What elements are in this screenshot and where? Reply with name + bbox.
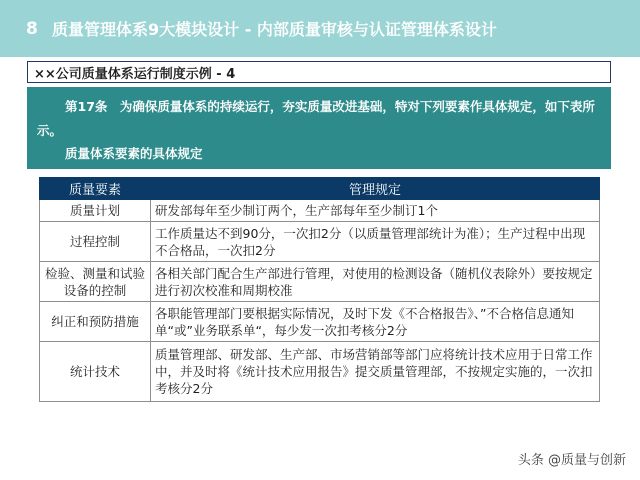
table-row bbox=[40, 342, 600, 402]
intro-subheading: 质量体系要素的具体规定 bbox=[65, 146, 203, 161]
footer-credit: 头条 @质量与创新 bbox=[517, 453, 626, 468]
table-row bbox=[40, 200, 600, 222]
rule-cell: 质量管理部、研发部、生产部、市场营销部等部门应将统计技术应用于日常工作中，并及时将《统计技术应用报告》提交质量管理部，不按规定实施的，一次扣考核分2分 bbox=[151, 342, 600, 402]
table-row bbox=[40, 302, 600, 342]
table-row bbox=[40, 262, 600, 302]
rule-cell: 工作质量达不到90分，一次扣2分（以质量管理部统计为准）；生产过程中出现不合格品，一次扣2分 bbox=[151, 222, 600, 262]
element-cell: 检验、测量和试验设备的控制 bbox=[40, 262, 151, 302]
element-cell: 过程控制 bbox=[40, 222, 151, 262]
column-header-rule: 管理规定 bbox=[151, 178, 600, 200]
subtitle: ××公司质量体系运行制度示例 - 4 bbox=[34, 66, 236, 82]
element-cell: 质量计划 bbox=[40, 200, 151, 222]
table-row bbox=[40, 222, 600, 262]
table-header-row bbox=[40, 178, 600, 200]
rule-cell: 研发部每年至少制订两个，生产部每年至少制订1个 bbox=[151, 200, 600, 222]
intro-paragraph: 第17条 为确保质量体系的持续运行，夯实质量改进基础，特对下列要素作具体规定，如下表所示。 bbox=[37, 99, 595, 138]
element-cell: 统计技术 bbox=[40, 342, 151, 402]
rules-table bbox=[39, 177, 600, 402]
rule-cell: 各职能管理部门要根据实际情况，及时下发《不合格报告》、”不合格信息通知单“或”业务联系单“，每少发一次扣考核分2分 bbox=[151, 302, 600, 342]
rule-cell: 各相关部门配合生产部进行管理，对使用的检测设备（随机仪表除外）要按规定进行初次校准和周期校准 bbox=[151, 262, 600, 302]
intro-box bbox=[27, 87, 611, 169]
subtitle-box bbox=[27, 61, 611, 83]
header-bar bbox=[0, 0, 640, 57]
element-cell: 纠正和预防措施 bbox=[40, 302, 151, 342]
section-number: 8 bbox=[26, 18, 38, 39]
page-title: 质量管理体系9大模块设计 - 内部质量审核与认证管理体系设计 bbox=[52, 20, 497, 39]
column-header-element: 质量要素 bbox=[40, 178, 151, 200]
